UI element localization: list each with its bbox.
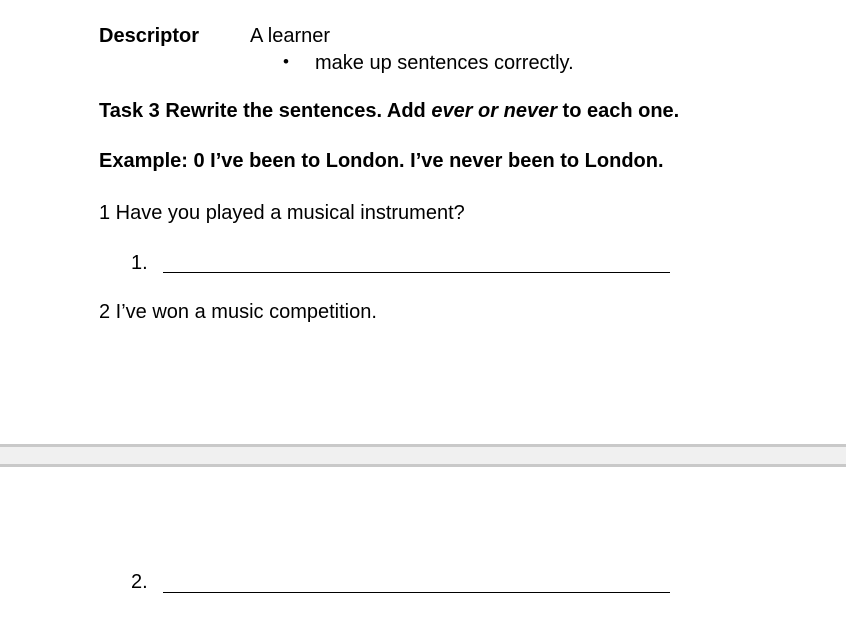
task-title-keywords: ever or never xyxy=(431,100,557,122)
page-break-separator xyxy=(0,444,846,467)
document-page-bottom xyxy=(0,467,846,635)
descriptor-value: A learner xyxy=(250,25,331,47)
bullet-icon: • xyxy=(283,52,289,71)
answer-1-number: 1. xyxy=(131,252,148,274)
task-title xyxy=(99,101,679,121)
task-title-end: to each one. xyxy=(556,100,680,122)
descriptor-label: Descriptor xyxy=(99,25,200,47)
question-1: 1 Have you played a musical instrument? xyxy=(99,202,465,224)
task-title-start: Task 3 Rewrite the sentences. Add xyxy=(99,100,432,122)
answer-2-line[interactable] xyxy=(163,592,670,593)
answer-1-line[interactable] xyxy=(163,272,670,273)
example-sentence: Example: 0 I’ve been to London. I’ve never been to London. xyxy=(99,150,664,172)
answer-2-number: 2. xyxy=(131,571,148,593)
question-2: 2 I’ve won a music competition. xyxy=(99,301,377,323)
descriptor-bullet-text: make up sentences correctly. xyxy=(315,52,574,74)
